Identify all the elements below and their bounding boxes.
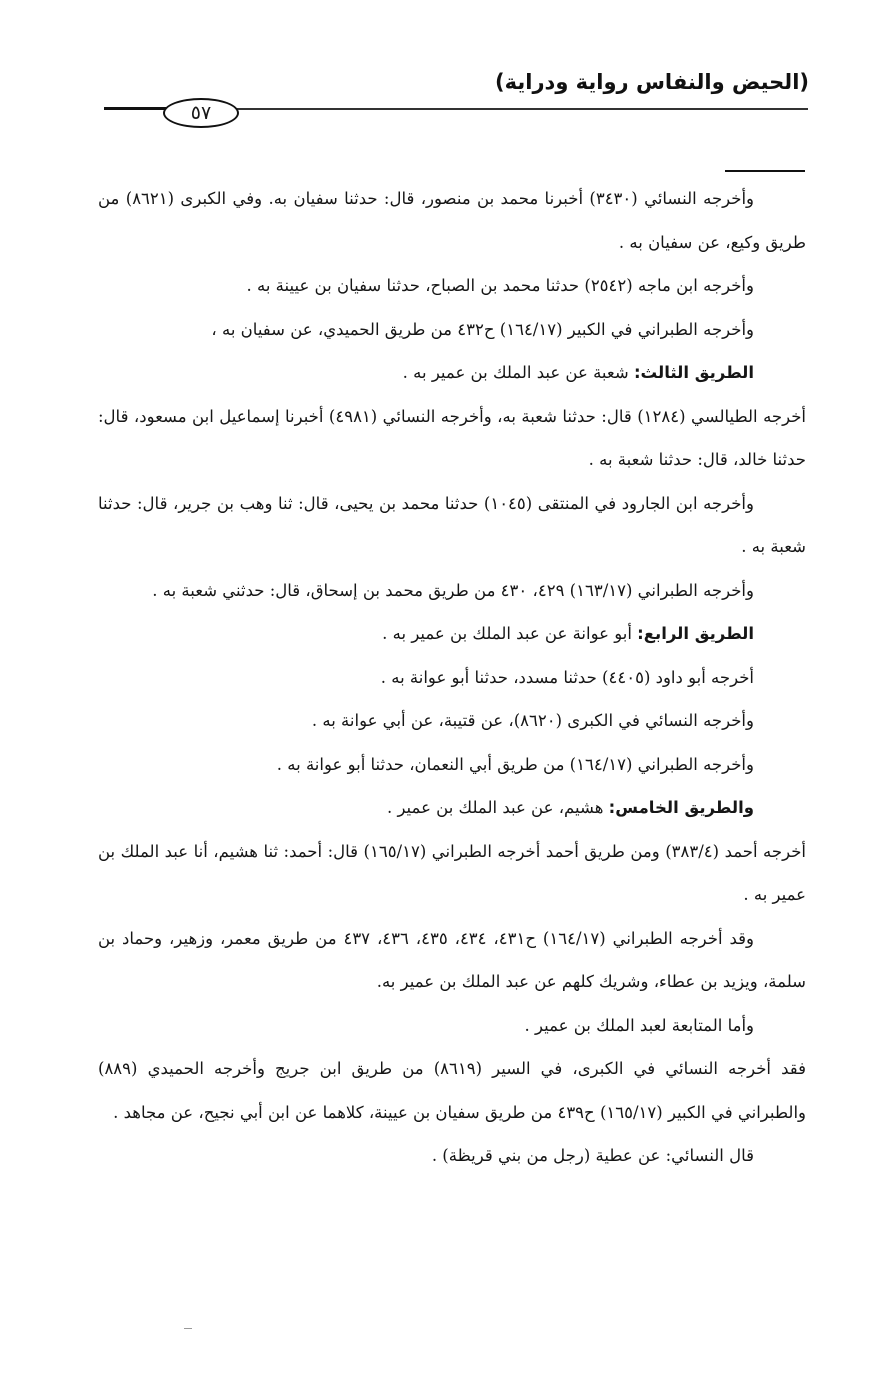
paragraph	[98, 395, 806, 482]
paragraph-text: فقد أخرجه النسائي في الكبرى، في السير (٨٦١٩) من طريق ابن جريج وأخرجه الحميدي (٨٨٩) والطبراني في الكبير (١٦٥/١٧) ح٤٣٩ من طريق سفيان بن عيينة، كلاهما عن ابن أبي نجيح، عن مجاهد .	[98, 1059, 807, 1122]
section-heading: والطريق الخامس:	[608, 798, 754, 817]
paragraph	[98, 308, 806, 352]
paragraph-text: أخرجه أبو داود (٤٤٠٥) حدثنا مسدد، حدثنا أبو عوانة به .	[380, 667, 754, 687]
paragraph-text: وأخرجه الطبراني (١٦٣/١٧) ٤٢٩، ٤٣٠ من طريق محمد بن إسحاق، قال: حدثني شعبة به .	[152, 580, 754, 600]
paragraph	[98, 1047, 806, 1134]
paragraph-text: وأخرجه الطبراني في الكبير (١٦٤/١٧) ح٤٣٢ من طريق الحميدي، عن سفيان به ،	[211, 319, 754, 339]
paragraph	[98, 699, 806, 743]
body-text	[98, 177, 806, 1178]
section-divider	[725, 170, 805, 172]
paragraph	[98, 917, 806, 1004]
paragraph-text: أخرجه الطيالسي (١٢٨٤) قال: حدثنا شعبة به، وأخرجه النسائي (٤٩٨١) أخبرنا إسماعيل ابن مسعود، قال: حدثنا خالد، قال: حدثنا شعبة به .	[98, 406, 807, 469]
paragraph	[98, 264, 806, 308]
header-rule	[236, 108, 808, 110]
header-rule-left	[104, 107, 166, 110]
paragraph	[98, 177, 806, 264]
scan-mark	[184, 1328, 192, 1329]
paragraph	[98, 482, 806, 569]
section-heading: الطريق الرابع:	[637, 624, 754, 643]
paragraph-text: وأخرجه ابن الجارود في المنتقى (١٠٤٥) حدثنا محمد بن يحيى، قال: ثنا وهب بن جرير، قال: حدثنا شعبة به .	[98, 493, 806, 556]
paragraph	[98, 743, 806, 787]
page-header	[0, 0, 885, 140]
paragraph	[98, 786, 806, 830]
paragraph-text: أخرجه أحمد (٣٨٣/٤) ومن طريق أحمد أخرجه الطبراني (١٦٥/١٧) قال: أحمد: ثنا هشيم، أنا عبد الملك بن عمير به .	[98, 841, 806, 904]
paragraph	[98, 612, 806, 656]
paragraph-text: شعبة عن عبد الملك بن عمير به .	[402, 363, 634, 382]
paragraph	[98, 569, 806, 613]
paragraph	[98, 1134, 806, 1178]
paragraph	[98, 1004, 806, 1048]
section-heading: الطريق الثالث:	[633, 363, 754, 382]
running-title: (الحيض والنفاس رواية ودراية)	[495, 70, 809, 94]
paragraph-text: وأخرجه النسائي في الكبرى (٨٦٢٠)، عن قتيبة، عن أبي عوانة به .	[311, 711, 754, 730]
paragraph-text: وأخرجه ابن ماجه (٢٥٤٢) حدثنا محمد بن الصباح، حدثنا سفيان بن عيينة به .	[246, 276, 754, 295]
paragraph-text: قال النسائي: عن عطية (رجل من بني قريظة) .	[431, 1146, 754, 1165]
page-number: ٥٧	[163, 98, 239, 128]
paragraph	[98, 351, 806, 395]
paragraph-text: وقد أخرجه الطبراني (١٦٤/١٧) ح٤٣١، ٤٣٤، ٤٣٥، ٤٣٦، ٤٣٧ من طريق معمر، وزهير، وحماد بن سلمة، ويزيد بن عطاء، وشريك كلهم عن عبد الملك بن عمير به.	[98, 928, 806, 991]
paragraph-text: وأما المتابعة لعبد الملك بن عمير .	[524, 1015, 754, 1035]
paragraph	[98, 830, 806, 917]
paragraph-text: أبو عوانة عن عبد الملك بن عمير به .	[382, 624, 638, 643]
paragraph-text: هشيم، عن عبد الملك بن عمير .	[386, 798, 609, 817]
paragraph-text: وأخرجه النسائي (٣٤٣٠) أخبرنا محمد بن منصور، قال: حدثنا سفيان به. وفي الكبرى (٨٦٢١) من طريق وكيع، عن سفيان به .	[98, 189, 806, 252]
paragraph-text: وأخرجه الطبراني (١٦٤/١٧) من طريق أبي النعمان، حدثنا أبو عوانة به .	[276, 754, 754, 774]
paragraph	[98, 656, 806, 700]
